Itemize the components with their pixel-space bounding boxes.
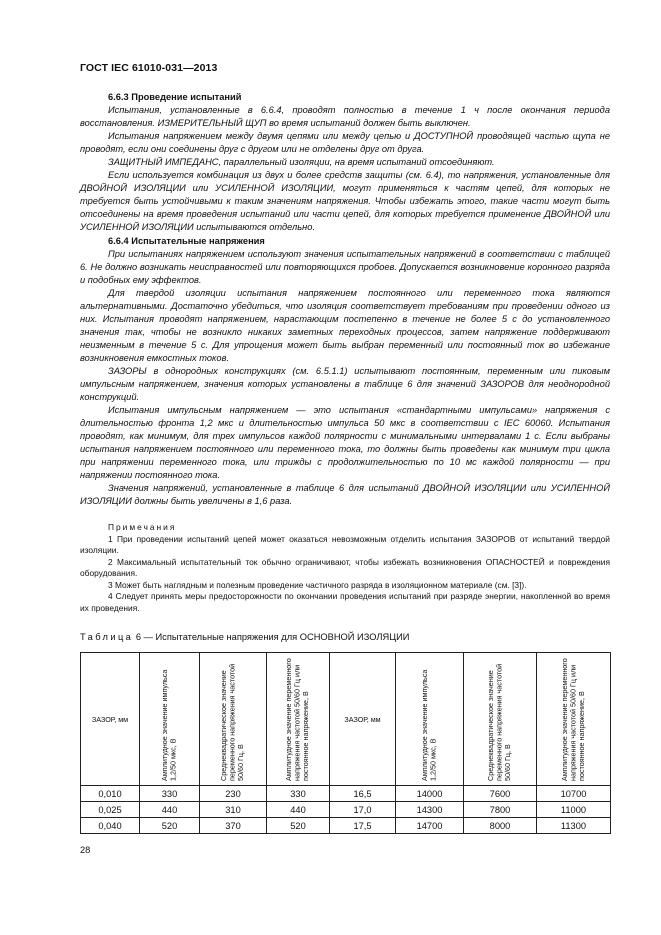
table-cell: 370: [200, 818, 267, 834]
table-cell: 520: [140, 818, 200, 834]
table-header-row: [81, 653, 611, 786]
paragraph: Испытания, установленные в 6.6.4, проводят полностью в течение 1 ч после окончания периода восстановления. ИЗМЕРИТЕЛЬНЫЙ ЩУП во время испытаний должен быть выключен.: [80, 105, 610, 129]
header-cell: ЗАЗОР, мм: [330, 653, 396, 786]
paragraph: ЗАЩИТНЫЙ ИМПЕДАНС, параллельный изоляции, на время испытаний отсоединяют.: [108, 157, 495, 168]
table-row: [81, 786, 611, 802]
table-cell: 520: [267, 818, 330, 834]
header-cell: ЗАЗОР, мм: [81, 653, 140, 786]
paragraph: Если используется комбинация из двух и более средств защиты (см. 6.4), то напряжения, установленные для ДВОЙНОЙ ИЗОЛЯЦИИ или УСИЛЕННОЙ ИЗОЛЯЦИИ, могут применяться к частям цепей, для которых не требуется быть устойчивыми к таким значениям напряжения. Чтобы избежать этого, такие части могут быть отсоединены на время проведения испытаний или части цепей, для которых требуется применение ДВОЙНОЙ или УСИЛЕННОЙ ИЗОЛЯЦИИ испытываются отдельно.: [80, 170, 610, 233]
table-cell: 17,0: [330, 802, 396, 818]
paragraph: Для твердой изоляции испытания напряжением постоянного или переменного тока являются альтернативными. Достаточно убедиться, что изоляция соответствует требованиям при проведении одного из них. Испытания проводят напряжением, нарастающим постепенно в течение не более 5 с до установленного значения так, чтобы не возникло никаких заметных переходных процессов, затем напряжение поддерживают неизменным в течение 5 с. Для упрощения может быть выбран переменный или постоянный ток во избежание возникновения емкостных токов.: [80, 287, 610, 363]
paragraph: Значения напряжений, установленные в таблице 6 для испытаний ДВОЙНОЙ ИЗОЛЯЦИИ или УСИЛЕННОЙ ИЗОЛЯЦИИ должны быть увеличены в 1,6 раза.: [80, 483, 610, 507]
table-cell: 14300: [396, 802, 464, 818]
voltage-table: [80, 652, 611, 834]
note-item: 1 При проведении испытаний цепей может оказаться невозможным отделить испытания ЗАЗОРОВ от испытаний твердой изоляции.: [80, 533, 610, 555]
table-cell: 440: [140, 802, 200, 818]
table-cell: 310: [200, 802, 267, 818]
table-cell: 8000: [464, 818, 537, 834]
header-cell: Амплитудное значение импульса 1,2/50 мкс, В: [140, 653, 200, 786]
table-cell: 440: [267, 802, 330, 818]
table-cell: 0,010: [81, 786, 140, 802]
table-cell: 230: [200, 786, 267, 802]
paragraph: ЗАЗОРЫ в однородных конструкциях (см. 6.5.1.1) испытывают постоянным, переменным или пиковым импульсным напряжением, значения которых установлены в таблице 6 для значений ЗАЗОРОВ для неоднородной конструкций.: [80, 365, 610, 403]
paragraph: При испытаниях напряжением используют значения испытательных напряжений в соответствии с таблицей 6. Не должно возникать неисправностей или повторяющихся пробоев. Допускается возникновение коронного разряда и подобных ему эффектов.: [80, 248, 610, 285]
notes-block: [80, 522, 610, 614]
paragraph: Испытания импульсным напряжением — это испытания «стандартными импульсами» напряжения с длительностью фронта 1,2 мкс и длительностью импульса 50 мкс в соответствии с IEC 60060. Испытания проводят, как минимум, для трех импульсов каждой полярности с минимальными интервалами 1 с. Если выбраны испытания напряжением постоянного или переменного тока, то должны быть проведены как минимум три цикла при напряжении переменного тока, или трижды с продолжительностью по 10 мс каждой полярности — при напряжении постоянного тока.: [80, 405, 610, 481]
table-cell: 7600: [464, 786, 537, 802]
page-number: 28: [80, 845, 91, 855]
table-cell: 0,040: [81, 818, 140, 834]
table-row: [81, 818, 611, 834]
table-cell: 10700: [537, 786, 611, 802]
header-cell: Амплитудное значение переменного напряжения частотой 50/60 Гц или постоянное напряжение, В: [267, 653, 330, 786]
header-cell: Амплитудное значение импульса 1,2/50 мкс, В: [396, 653, 464, 786]
section-6-6-4-title: 6.6.4 Испытательные напряжения: [108, 235, 265, 246]
table-cell: 17,5: [330, 818, 396, 834]
note-item: 2 Максимальный испытательный ток обычно ограничивают, чтобы избежать возникновения ОПАСНОСТЕЙ и повреждения оборудования.: [80, 556, 610, 578]
note-item: 4 Следует принять меры предосторожности по окончании проведения испытаний при разряде энергии, накопленной во время их проведения.: [80, 591, 610, 613]
notes-title: Примечания: [108, 522, 177, 532]
table-cell: 14000: [396, 786, 464, 802]
document-header: ГОСТ IEC 61010-031—2013: [80, 62, 218, 74]
table-cell: 330: [140, 786, 200, 802]
table-caption-text: 6 — Испытательные напряжения для ОСНОВНОЙ ИЗОЛЯЦИИ: [135, 632, 410, 642]
note-item: 3 Может быть наглядным и полезным проведение частичного разряда в изоляционном материале (см. [3]).: [108, 579, 527, 590]
section-6-6-3-title: 6.6.3 Проведение испытаний: [108, 92, 242, 102]
table-cell: 11300: [537, 818, 611, 834]
table-cell: 0,025: [81, 802, 140, 818]
table-row: [81, 802, 611, 818]
table-caption: [80, 632, 409, 642]
table-cell: 11000: [537, 802, 611, 818]
header-cell: Среднеквадратическое значение переменного напряжения частотой 50/60 Гц, В: [200, 653, 267, 786]
table-cell: 16,5: [330, 786, 396, 802]
header-cell: Амплитудное значение переменного напряжения частотой 50/60 Гц или постоянное напряжение, В: [537, 653, 611, 786]
table-cell: 7800: [464, 802, 537, 818]
document-body: [80, 91, 610, 509]
table-cell: 330: [267, 786, 330, 802]
table-cell: 14700: [396, 818, 464, 834]
header-cell: Среднеквадратическое значение переменного напряжения частотой 50/60 Гц, В: [464, 653, 537, 786]
table-caption-prefix: Таблица: [80, 632, 134, 642]
paragraph: Испытания напряжением между двумя цепями или между цепью и ДОСТУПНОЙ проводящей частью щупа не проводят, если они соединены друг с другом или не отделены друг от друга.: [80, 131, 610, 155]
